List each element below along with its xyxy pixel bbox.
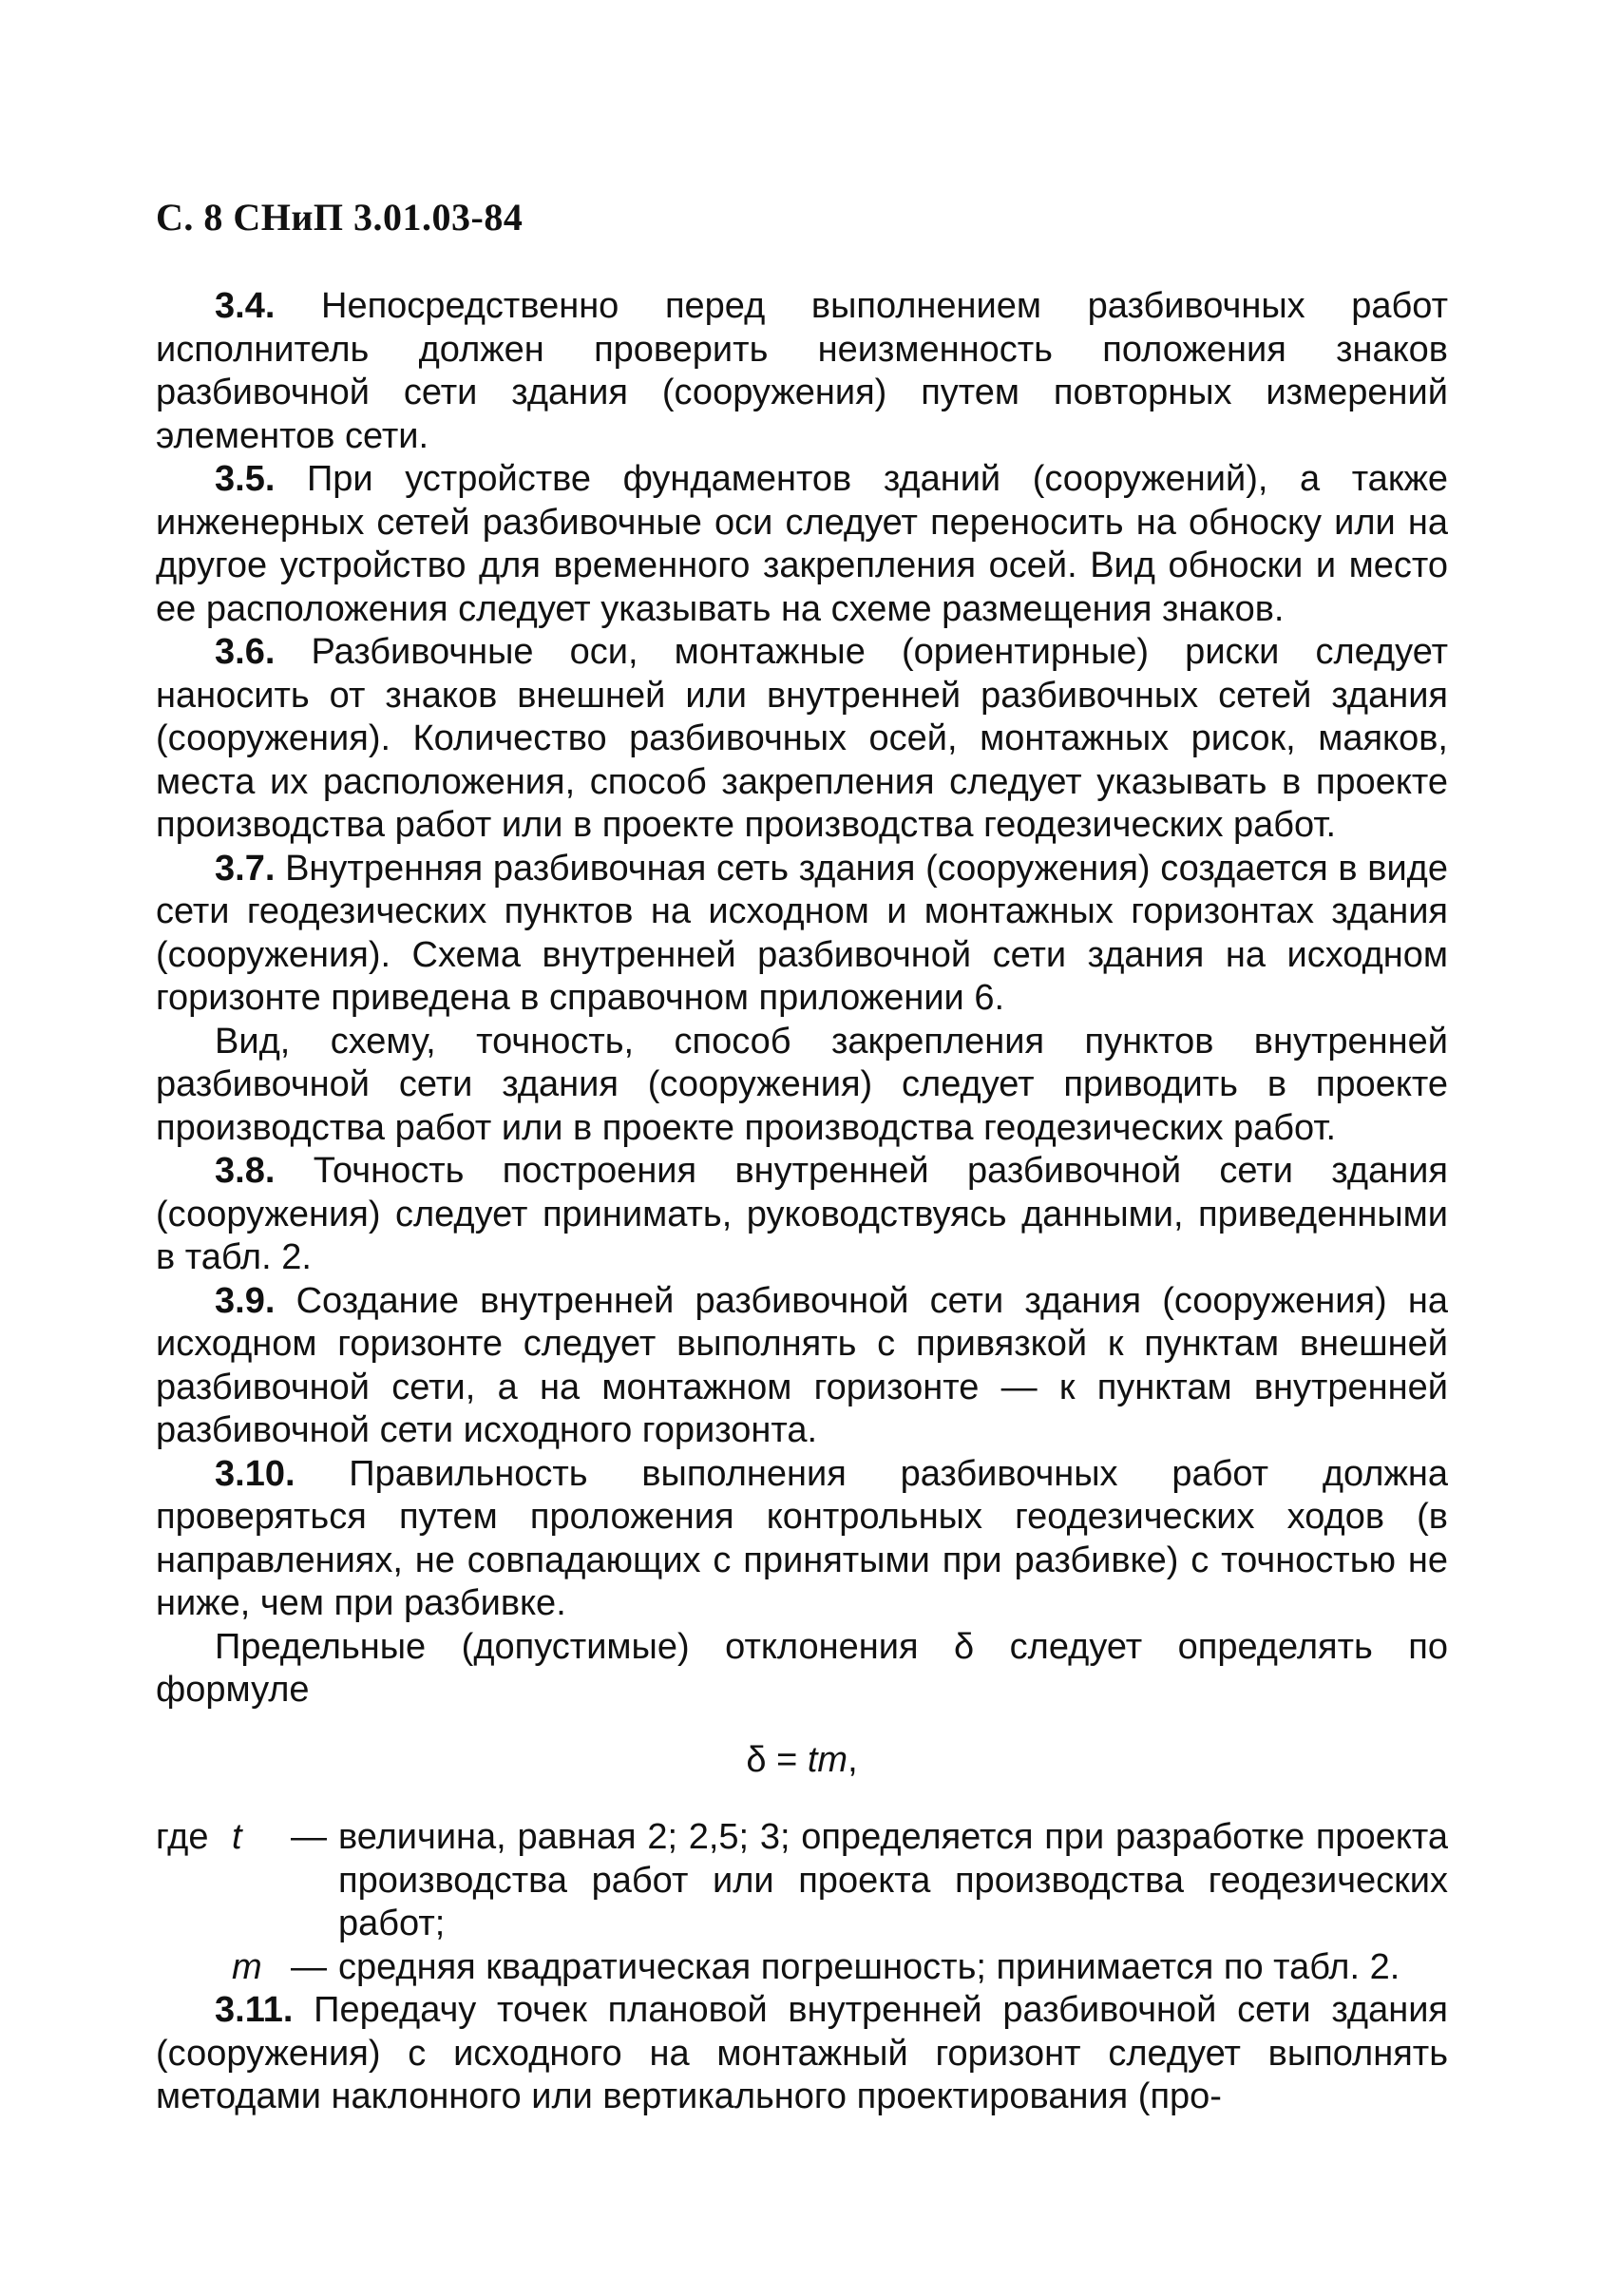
- clause-text: Разбивочные оси, монтажные (ориентирные) риски следует наносить от знаков внешней или внутренней разбивочных сетей здания (сооружения). Количество разбивочных осей, монтажных рисок, маяков, места их расположения, способ закрепления следует указывать в проекте производства работ или в проекте производства геодезических работ.: [156, 632, 1448, 845]
- definition-text: средняя квадратическая погрешность; принимается по табл. 2.: [338, 1946, 1400, 1987]
- formula-equals: =: [766, 1739, 808, 1780]
- paragraph-tolerance: [156, 1626, 1448, 1712]
- paragraph-text: Вид, схему, точность, способ закрепления пунктов внутренней разбивочной сети здания (сооружения) следует приводить в проекте производства работ или в проекте производства геодезических работ.: [156, 1021, 1448, 1148]
- paragraph-3-10: [156, 1453, 1448, 1626]
- definition-symbol: m: [232, 1946, 262, 1987]
- paragraph-3-6: [156, 631, 1448, 848]
- document-body: [156, 285, 1448, 2119]
- clause-number: 3.9.: [215, 1280, 276, 1321]
- where-label: где: [156, 1817, 209, 1857]
- clause-number: 3.4.: [215, 286, 276, 326]
- definition-symbol: t: [232, 1817, 242, 1857]
- clause-number: 3.8.: [215, 1151, 276, 1191]
- page-header: С. 8 СНиП 3.01.03-84: [156, 196, 524, 239]
- clause-number: 3.5.: [215, 459, 276, 499]
- clause-text: Передачу точек плановой внутренней разбивочной сети здания (сооружения) с исходного на монтажный горизонт следует выполнять методами наклонного или вертикального проектирования (про-: [156, 1990, 1448, 2116]
- clause-number: 3.11.: [215, 1990, 294, 2030]
- formula: [156, 1739, 1448, 1783]
- clause-text: Создание внутренней разбивочной сети здания (сооружения) на исходном горизонте следует выполнять с привязкой к пунктам внешней разбивочной сети, а на монтажном горизонте — к пунктам внутренней разбивочной сети исходного горизонта.: [156, 1280, 1448, 1450]
- paragraph-3-11: [156, 1989, 1448, 2119]
- clause-number: 3.7.: [215, 848, 276, 889]
- formula-rhs: tm: [807, 1739, 848, 1780]
- clause-number: 3.6.: [215, 632, 276, 672]
- paragraph-3-5: [156, 458, 1448, 631]
- clause-text: При устройстве фундаментов зданий (сооружений), а также инженерных сетей разбивочные оси следует переносить на обноску или на другое устройство для временного закрепления осей. Вид обноски и место ее расположения следует указывать на схеме размещения знаков.: [156, 459, 1448, 629]
- formula-tail: ,: [848, 1739, 858, 1780]
- clause-text: Правильность выполнения разбивочных работ должна проверяться путем проложения контрольных геодезических ходов (в направлениях, не совпадающих с принятыми при разбивке) с точностью не ниже, чем при разбивке.: [156, 1453, 1448, 1623]
- paragraph-3-4: [156, 285, 1448, 458]
- definition-text: величина, равная 2; 2,5; 3; определяется при разработке проекта производства работ или проекта производства геодезических работ;: [338, 1817, 1448, 1943]
- paragraph-3-8: [156, 1150, 1448, 1280]
- clause-text: Непосредственно перед выполнением разбивочных работ исполнитель должен проверить неизменность положения знаков разбивочной сети здания (сооружения) путем повторных измерений элементов сети.: [156, 286, 1448, 456]
- paragraph-3-9: [156, 1280, 1448, 1453]
- formula-lhs: δ: [746, 1739, 767, 1780]
- clause-text: Внутренняя разбивочная сеть здания (сооружения) создается в виде сети геодезических пунктов на исходном и монтажных горизонтах здания (сооружения). Схема внутренней разбивочной сети здания на исходном горизонте приведена в справочном приложении 6.: [156, 848, 1448, 1018]
- definition-spacer: [156, 1946, 232, 1990]
- definition-dash: —: [291, 1946, 327, 1987]
- paragraph-3-7: [156, 848, 1448, 1021]
- clause-number: 3.10.: [215, 1453, 295, 1494]
- paragraph-text: Предельные (допустимые) отклонения δ следует определять по формуле: [156, 1626, 1448, 1710]
- definition-dash: —: [291, 1817, 327, 1857]
- paragraph-3-7-continued: [156, 1021, 1448, 1151]
- formula-definitions: [156, 1816, 1448, 1989]
- clause-text: Точность построения внутренней разбивочной сети здания (сооружения) следует принимать, руководствуясь данными, приведенными в табл. 2.: [156, 1151, 1448, 1277]
